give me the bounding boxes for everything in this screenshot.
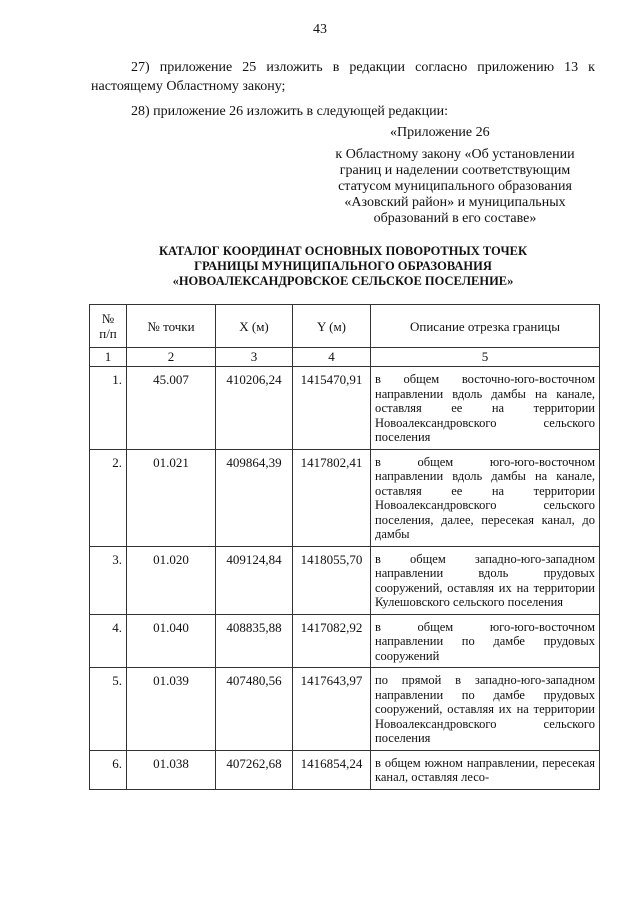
x-coordinate: 407480,56 <box>216 668 293 751</box>
index-cell: 1 <box>90 348 127 367</box>
point-id: 01.038 <box>127 750 216 789</box>
appendix-line-3: статусом муниципального образования <box>338 179 572 194</box>
segment-description: по прямой в западно-юго-западном направлении по дамбе прудовых сооружений, оставляя их на территории Новоалександровского сельского поселения <box>371 668 600 751</box>
index-row <box>90 348 600 367</box>
table-row <box>90 546 600 614</box>
catalog-title-line-1: КАТАЛОГ КООРДИНАТ ОСНОВНЫХ ПОВОРОТНЫХ ТОЧЕК <box>158 244 528 258</box>
point-id: 01.040 <box>127 614 216 668</box>
appendix-caption <box>300 147 610 227</box>
segment-description: в общем восточно-юго-восточном направлении вдоль дамбы на канале, оставляя ее на территории Новоалександровского сельского поселения <box>371 367 600 450</box>
header-num <box>90 305 127 348</box>
table-header-row <box>90 305 600 348</box>
point-id: 45.007 <box>127 367 216 450</box>
paragraph-28 <box>91 102 595 121</box>
table-row <box>90 668 600 751</box>
x-coordinate: 409864,39 <box>216 449 293 546</box>
appendix-line-4: «Азовский район» и муниципальных <box>344 195 566 210</box>
coordinates-table <box>89 304 600 790</box>
header-description: Описание отрезка границы <box>371 305 600 348</box>
point-id: 01.039 <box>127 668 216 751</box>
catalog-title-line-2: ГРАНИЦЫ МУНИЦИПАЛЬНОГО ОБРАЗОВАНИЯ <box>194 259 492 273</box>
appendix-line-1: к Областному закону «Об установлении <box>335 147 575 162</box>
y-coordinate: 1416854,24 <box>293 750 371 789</box>
table-row <box>90 367 600 450</box>
row-number: 6. <box>90 750 127 789</box>
page-number: 43 <box>313 22 327 37</box>
appendix-heading: «Приложение 26 <box>390 125 490 140</box>
y-coordinate: 1415470,91 <box>293 367 371 450</box>
paragraph-27 <box>91 58 595 96</box>
table-row <box>90 750 600 789</box>
catalog-title-line-3: «НОВОАЛЕКСАНДРОВСКОЕ СЕЛЬСКОЕ ПОСЕЛЕНИЕ» <box>172 274 514 288</box>
point-id: 01.020 <box>127 546 216 614</box>
y-coordinate: 1417082,92 <box>293 614 371 668</box>
catalog-title <box>91 244 595 289</box>
header-num-line-1: № <box>101 311 115 326</box>
segment-description: в общем юго-юго-восточном направлении вдоль дамбы на канале, оставляя ее на территории Новоалександровского сельского поселения, далее, пересекая канал, до дамбы <box>371 449 600 546</box>
table-row <box>90 449 600 546</box>
x-coordinate: 409124,84 <box>216 546 293 614</box>
y-coordinate: 1417643,97 <box>293 668 371 751</box>
segment-description: в общем западно-юго-западном направлении вдоль прудовых сооружений, оставляя их на территории Кулешовского сельского поселения <box>371 546 600 614</box>
x-coordinate: 408835,88 <box>216 614 293 668</box>
segment-description: в общем юго-юго-восточном направлении по дамбе прудовых сооружений <box>371 614 600 668</box>
table-row <box>90 614 600 668</box>
y-coordinate: 1418055,70 <box>293 546 371 614</box>
row-number: 5. <box>90 668 127 751</box>
paragraph-28-text: 28) приложение 26 изложить в следующей редакции: <box>131 104 448 119</box>
x-coordinate: 407262,68 <box>216 750 293 789</box>
row-number: 3. <box>90 546 127 614</box>
row-number: 1. <box>90 367 127 450</box>
index-cell: 4 <box>293 348 371 367</box>
segment-description: в общем южном направлении, пересекая канал, оставляя лесо- <box>371 750 600 789</box>
header-y: Y (м) <box>293 305 371 348</box>
row-number: 2. <box>90 449 127 546</box>
header-point: № точки <box>127 305 216 348</box>
x-coordinate: 410206,24 <box>216 367 293 450</box>
y-coordinate: 1417802,41 <box>293 449 371 546</box>
point-id: 01.021 <box>127 449 216 546</box>
header-x: X (м) <box>216 305 293 348</box>
row-number: 4. <box>90 614 127 668</box>
paragraph-27-text: 27) приложение 25 изложить в редакции согласно приложению 13 к настоящему Областному закону; <box>91 60 595 94</box>
index-cell: 3 <box>216 348 293 367</box>
appendix-line-2: границ и наделении соответствующим <box>339 163 571 178</box>
index-cell: 5 <box>371 348 600 367</box>
header-num-line-2: п/п <box>99 326 117 341</box>
index-cell: 2 <box>127 348 216 367</box>
appendix-line-5: образований в его составе» <box>373 211 537 226</box>
